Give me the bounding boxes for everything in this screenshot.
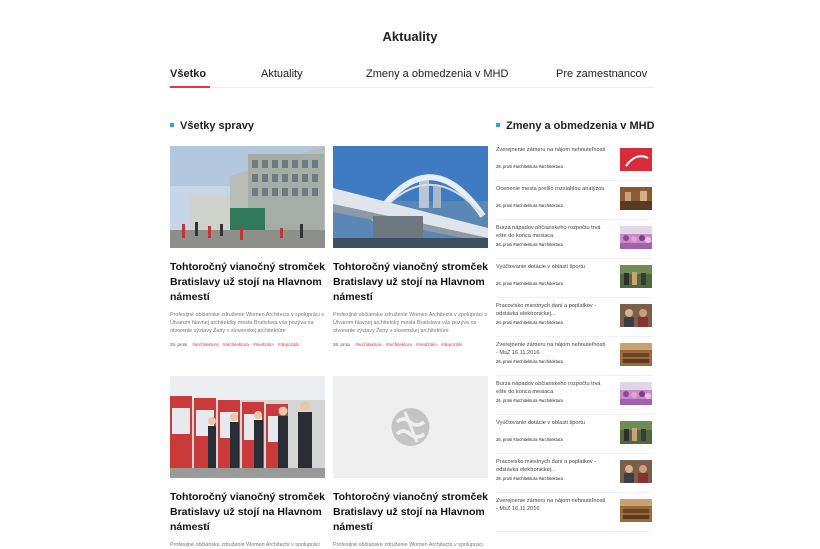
outdoor-group-photo [620, 421, 652, 444]
street-building-photo [170, 146, 325, 248]
news-card[interactable] [333, 376, 488, 549]
tag-link[interactable]: #architektura [513, 359, 538, 364]
news-card-title[interactable]: Tohtoročný vianočný stromček Bratislavy už stojí na Hlavnom námestí [170, 491, 326, 533]
placeholder-logo-icon [333, 376, 488, 478]
list-item[interactable] [496, 376, 652, 415]
list-item-title[interactable]: Burza nápadov občianskeho rozpočtu trvá ešte do konca mesiaca [496, 381, 601, 395]
list-item-thumbnail[interactable] [620, 304, 652, 327]
council-hall-photo [620, 343, 652, 366]
list-item-title[interactable]: Ocenenie mesta prešlo rozsiahlou analýzou [496, 186, 605, 192]
list-item-title[interactable]: Zverejnenie zámeru na nájom nehnuteľnosti [496, 147, 606, 153]
outdoor-group-photo [620, 265, 652, 288]
tab-vsetko[interactable]: Všetko [170, 68, 207, 80]
tag-link[interactable]: #architektura [538, 359, 563, 364]
list-item-meta: 26. prosi #architektura #architektura [496, 359, 563, 364]
list-item[interactable] [496, 298, 652, 337]
news-card[interactable] [170, 376, 325, 549]
list-item-meta: 26. prosi #architektura #architektura [496, 437, 563, 442]
active-tab-indicator [170, 86, 210, 88]
news-card-title[interactable]: Tohtoročný vianočný stromček Bratislavy už stojí na Hlavnom námestí [170, 261, 326, 303]
tag-link[interactable]: #architektura [385, 341, 412, 347]
list-item[interactable] [496, 181, 652, 220]
tag-link[interactable]: #architektura [538, 398, 563, 403]
list-item-meta: 26. prosi #architektura #architektura [496, 164, 563, 169]
news-card-image[interactable] [170, 376, 325, 478]
tag-link[interactable]: #architektura [538, 281, 563, 286]
tag-link[interactable]: #medzitím [416, 341, 437, 347]
bus-drivers-photo [170, 376, 325, 478]
news-card-title[interactable]: Tohtoročný vianočný stromček Bratislavy už stojí na Hlavnom námestí [333, 491, 489, 533]
list-item[interactable] [496, 454, 652, 493]
tag-link[interactable]: #architektura [538, 203, 563, 208]
news-card-meta [333, 342, 488, 347]
list-item[interactable] [496, 493, 652, 532]
bridge-photo [333, 146, 488, 248]
news-card-title[interactable]: Tohtoročný vianočný stromček Bratislavy už stojí na Hlavnom námestí [333, 261, 489, 303]
list-item-title[interactable]: Pracovisko miestnych daní a poplatkov - odstávka elektronickej... [496, 459, 597, 473]
news-card-description: Profesijné občianske združenie Women Architects v spolupráci s Útvarom hlavnej architektky mesta Bratislava vás pozýva na otvorenie výstavy Ženy v slovenskej architektúre [170, 312, 324, 335]
meeting-room-photo [620, 187, 652, 210]
tag-link[interactable]: #architektura [538, 164, 563, 169]
list-item-meta: 26. prosi #architektura #architektura [496, 398, 563, 403]
list-item[interactable] [496, 142, 652, 181]
tag-link[interactable]: #architektura [538, 242, 563, 247]
news-section-heading: Všetky spravy [170, 120, 254, 132]
tag-link[interactable]: #architektura [513, 242, 538, 247]
news-card-date: 26. prosi [333, 341, 351, 347]
list-item-thumbnail[interactable] [620, 148, 652, 171]
news-card-image[interactable] [333, 146, 488, 248]
list-item-title[interactable]: Burza nápadov občianskeho rozpočtu trvá ešte do konca mesiaca [496, 225, 601, 239]
mhd-section-heading: Zmeny a obmedzenia v MHD [496, 120, 655, 132]
list-item[interactable] [496, 415, 652, 454]
list-item-title[interactable]: Vyúčtovanie dotácie v oblasti športu [496, 420, 586, 426]
news-card-image[interactable] [333, 376, 488, 478]
council-hall-photo [620, 499, 652, 522]
news-card-description: Profesijné občianske združenie Women Architects v spolupráci s Útvarom hlavnej architektky mesta Bratislava vás pozýva na otvorenie výstavy Ženy v slovenskej architektúre [333, 312, 487, 335]
tag-link[interactable]: #architektura [513, 476, 538, 481]
list-item-title[interactable]: Zverejnenie zámeru na nájom nehnuteľnosti - MsZ 16.11.2016 [496, 342, 606, 356]
news-card[interactable] [170, 146, 325, 347]
list-item-title[interactable]: Vyúčtovanie dotácie v oblasti športu [496, 264, 586, 270]
tag-link[interactable]: #architektura [538, 320, 563, 325]
list-item-meta: 26. prosi #architektura #architektura [496, 476, 563, 481]
list-item-thumbnail[interactable] [620, 499, 652, 522]
news-card-image[interactable] [170, 146, 325, 248]
tag-link[interactable]: #architektura [513, 437, 538, 442]
tag-link[interactable]: #architektura [538, 476, 563, 481]
news-card-meta [170, 342, 325, 347]
tag-link[interactable]: #depozitár [278, 341, 300, 347]
list-item[interactable] [496, 337, 652, 376]
tag-link[interactable]: #architektura [538, 437, 563, 442]
tab-pre-zamestnancov[interactable]: Pre zamestnancov [556, 68, 648, 80]
section-bullet-icon [170, 123, 174, 127]
tab-aktuality[interactable]: Aktuality [261, 68, 303, 80]
list-item-thumbnail[interactable] [620, 421, 652, 444]
list-item-title[interactable]: Pracovisko miestnych daní a poplatkov - odstávka elektronickej... [496, 303, 597, 317]
section-bullet-icon [496, 123, 500, 127]
tag-link[interactable]: #medzitím [253, 341, 274, 347]
red-flag-photo [620, 148, 652, 171]
tab-zmeny-mhd[interactable]: Zmeny a obmedzenia v MHD [366, 68, 509, 80]
colorful-crowd-photo [620, 382, 652, 405]
list-item-meta: 26. prosi #architektura #architektura [496, 320, 563, 325]
list-item-thumbnail[interactable] [620, 187, 652, 210]
tag-link[interactable]: #architektura [222, 341, 249, 347]
list-item-thumbnail[interactable] [620, 226, 652, 249]
tag-link[interactable]: #architektura [355, 341, 382, 347]
list-item-thumbnail[interactable] [620, 343, 652, 366]
tag-link[interactable]: #depozitár [441, 341, 463, 347]
news-card-description: Profesijné občianske združenie Women Architects v spolupráci [170, 542, 320, 548]
tag-link[interactable]: #architektura [192, 341, 219, 347]
tag-link[interactable]: #architektura [513, 281, 538, 286]
tag-link[interactable]: #architektura [513, 320, 538, 325]
list-item-thumbnail[interactable] [620, 382, 652, 405]
news-card-description: Profesijné občianske združenie Women Architects v spolupráci [333, 542, 483, 548]
news-card[interactable] [333, 146, 488, 347]
filter-tabs [170, 68, 654, 88]
page-title: Aktuality [382, 29, 438, 44]
tag-link[interactable]: #architektura [513, 398, 538, 403]
list-item-thumbnail[interactable] [620, 265, 652, 288]
office-people-photo [620, 460, 652, 483]
office-people-photo [620, 304, 652, 327]
tag-link[interactable]: #architektura [513, 203, 538, 208]
tag-link[interactable]: #architektura [513, 164, 538, 169]
list-item-meta: 26. prosi #architektura #architektura [496, 242, 563, 247]
news-card-date: 26. prosi [170, 341, 188, 347]
list-item-title[interactable]: Zverejnenie zámeru na nájom nehnuteľnosti - MsZ 16.11.2016 [496, 498, 606, 512]
list-item[interactable] [496, 220, 652, 259]
mhd-news-list [496, 142, 652, 532]
list-item-thumbnail[interactable] [620, 460, 652, 483]
list-item-meta: 26. prosi #architektura #architektura [496, 203, 563, 208]
list-item[interactable] [496, 259, 652, 298]
colorful-crowd-photo [620, 226, 652, 249]
list-item-meta: 26. prosi #architektura #architektura [496, 281, 563, 286]
